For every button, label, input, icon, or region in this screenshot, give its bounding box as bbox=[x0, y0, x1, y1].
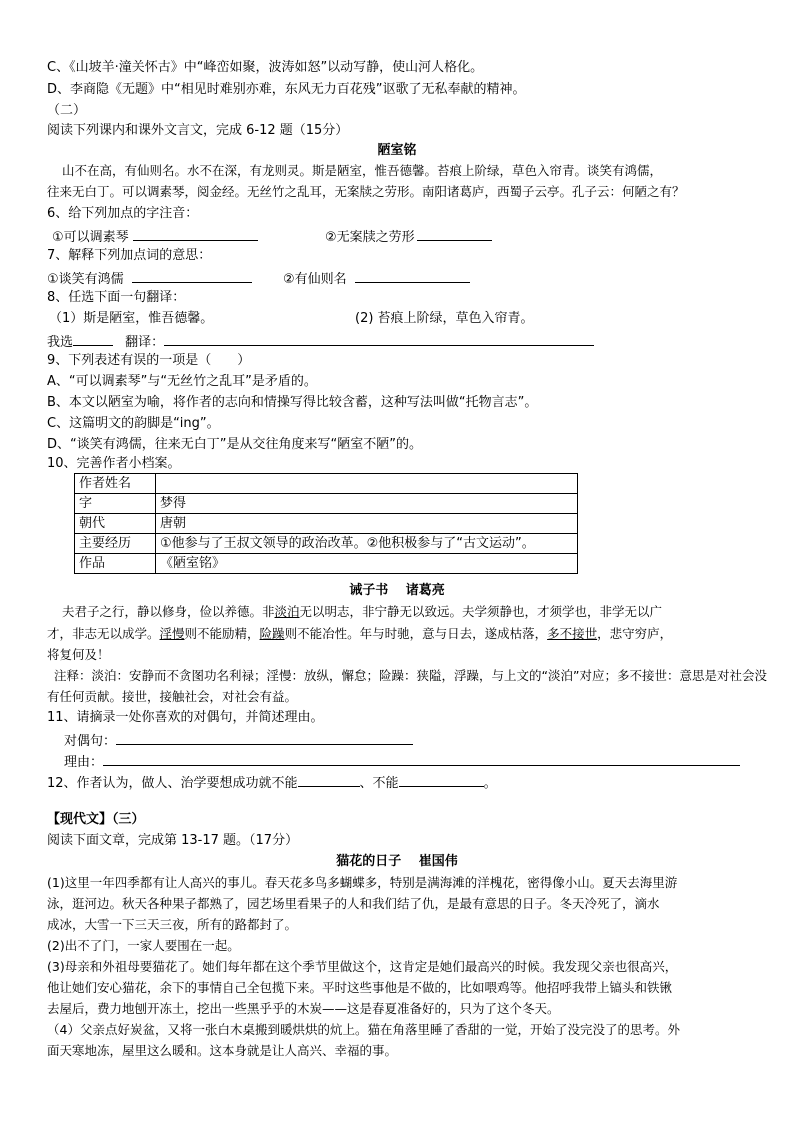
q6-item-2-text: ②无案牍之劳形 bbox=[325, 230, 415, 245]
table-row bbox=[75, 474, 578, 494]
passage-line: (3)母亲和外祖母要猫花了。她们每年都在这个季节里做这个，这肯定是她们最高兴的时候。我发现父亲也很高兴， bbox=[47, 959, 678, 974]
table-key: 字 bbox=[75, 494, 156, 514]
q11-reason-blank[interactable] bbox=[103, 752, 740, 766]
q9-option-d: D、“谈笑有鸿儒，往来无白丁”是从交往角度来写“陋室不陋”的。 bbox=[47, 437, 422, 452]
table-row bbox=[75, 534, 578, 554]
q8-option-1: （1）斯是陋室，惟吾德馨。 bbox=[49, 311, 214, 326]
q11-reason-label: 理由： bbox=[64, 755, 104, 770]
question-6: 6、给下列加点的字注音： bbox=[47, 206, 199, 221]
passage-line: （4）父亲点好炭盆，又将一张白木桌搬到暖烘烘的炕上。猫在角落里睡了香甜的一觉，开始了没完没了的思考。外 bbox=[47, 1022, 680, 1037]
question-8: 8、任选下面一句翻译： bbox=[47, 290, 186, 305]
table-key: 作品 bbox=[75, 554, 156, 574]
passage-text: 无以明志，非宁静无以致远。夫学须静也，才须学也，非学无以广 bbox=[299, 604, 663, 619]
q8-translate-blank[interactable] bbox=[164, 332, 594, 346]
table-row bbox=[75, 554, 578, 574]
q11-couplet-label: 对偶句： bbox=[64, 734, 117, 749]
passage-text: 夫君子之行，静以修身，俭以养德。非 bbox=[62, 604, 275, 619]
passage-line: 将复何及！ bbox=[47, 647, 110, 662]
passage-line: (2)出不了门，一家人要围在一起。 bbox=[47, 938, 240, 953]
passage-line: 去屋后，费力地刨开冻土，挖出一些黑乎乎的木炭——这是春夏准备好的，只为了这个冬天。 bbox=[47, 1001, 560, 1016]
q8-choice-blank[interactable] bbox=[73, 332, 113, 346]
table-key: 作者姓名 bbox=[75, 474, 156, 494]
q11-reason-line bbox=[64, 752, 740, 771]
q9-option-a: A、“可以调素琴”与“无丝竹之乱耳”是矛盾的。 bbox=[47, 374, 317, 389]
option-c: C、《山坡羊·潼关怀古》中“峰峦如聚，波涛如怒”以动写静，使山河人格化。 bbox=[47, 60, 484, 75]
q6-answer-blank-1[interactable] bbox=[133, 227, 258, 241]
passage-title-maohua: 猫花的日子 崔国伟 bbox=[336, 854, 458, 869]
table-value: 唐朝 bbox=[156, 514, 578, 534]
q6-item-1-text: ①可以调素琴 bbox=[52, 230, 129, 245]
question-11: 11、请摘录一处你喜欢的对偶句，并简述理由。 bbox=[47, 710, 324, 725]
passage-text: 则不能冶性。年与时驰，意与日去，遂成枯落， bbox=[284, 626, 548, 641]
passage-line: (1)这里一年四季都有让人高兴的事儿。春天花多鸟多蝴蝶多，特别是满海滩的洋槐花，密得像小山。夏天去海里游 bbox=[47, 875, 678, 890]
q7-item-1 bbox=[47, 269, 252, 288]
q6-item-1 bbox=[52, 227, 258, 246]
q12-text: 。 bbox=[483, 776, 497, 791]
q6-answer-blank-2[interactable] bbox=[417, 227, 492, 241]
q12-text: 12、作者认为，做人、治学要想成功就不能 bbox=[47, 776, 298, 791]
underlined-term: 淫慢 bbox=[159, 626, 185, 641]
passage-text: ，悲守穷庐， bbox=[597, 626, 673, 641]
author-profile-table bbox=[74, 473, 578, 574]
underlined-term: 淡泊 bbox=[274, 604, 300, 619]
section-two-heading: （二） bbox=[47, 103, 87, 118]
passage-line bbox=[47, 626, 672, 642]
question-9: 9、下列表述有误的一项是（ ） bbox=[47, 353, 251, 368]
table-row bbox=[75, 514, 578, 534]
table-value: 梦得 bbox=[156, 494, 578, 514]
q9-option-c: C、这篇明文的韵脚是“ing”。 bbox=[47, 416, 220, 431]
annotation-line: 有任何贡献。接世，接触社会，对社会有益。 bbox=[47, 689, 298, 704]
passage-text: 则不能励精， bbox=[184, 626, 260, 641]
passage-line: 面天寒地冻，屋里这么暖和。这本身就是让人高兴、幸福的事。 bbox=[47, 1043, 398, 1058]
question-10: 10、完善作者小档案。 bbox=[47, 456, 181, 471]
option-d: D、李商隐《无题》中“相见时难别亦难，东风无力百花残”讴歌了无私奉献的精神。 bbox=[47, 82, 526, 97]
q7-item-1-text: ①谈笑有鸿儒 bbox=[47, 272, 124, 287]
q11-couplet-blank[interactable] bbox=[116, 731, 413, 745]
table-value[interactable] bbox=[156, 474, 578, 494]
q7-answer-blank-2[interactable] bbox=[355, 269, 470, 283]
q8-answer-line bbox=[47, 332, 594, 351]
q7-item-2-text: ②有仙则名 bbox=[283, 272, 347, 287]
q8-option-2: (2) 苔痕上阶绿，草色入帘青。 bbox=[355, 311, 534, 326]
question-12 bbox=[47, 773, 497, 792]
passage-line bbox=[62, 604, 662, 620]
passage-title-jiezishu: 诫子书 诸葛亮 bbox=[349, 583, 445, 598]
table-key: 主要经历 bbox=[75, 534, 156, 554]
q9-option-b: B、本文以陋室为喻，将作者的志向和情操写得比较含蓄，这种写法叫做“托物言志”。 bbox=[47, 395, 538, 410]
q7-item-2 bbox=[283, 269, 470, 288]
q8-translate-label: 翻译： bbox=[125, 335, 165, 350]
underlined-term: 多不接世 bbox=[547, 626, 598, 641]
underlined-term: 险躁 bbox=[259, 626, 285, 641]
q6-item-2 bbox=[325, 227, 492, 246]
passage-line: 往来无白丁。可以调素琴，阅金经。无丝竹之乱耳，无案牍之劳形。南阳诸葛庐，西蜀子云亭。孔子云：何陋之有？ bbox=[47, 184, 685, 199]
q12-text: 、不能 bbox=[359, 776, 399, 791]
section-two-instruction: 阅读下列课内和课外文言文，完成 6-12 题（15分） bbox=[47, 123, 349, 138]
passage-line: 成冰，大雪一下三天三夜，所有的路都封了。 bbox=[47, 917, 298, 932]
q11-couplet-line bbox=[64, 731, 413, 750]
q8-choice-label: 我选 bbox=[47, 335, 74, 350]
q12-blank-2[interactable] bbox=[399, 773, 484, 787]
passage-title-loushiming: 陋室铭 bbox=[377, 143, 417, 158]
question-7: 7、解释下列加点词的意思： bbox=[47, 248, 212, 263]
passage-line: 山不在高，有仙则名。水不在深，有龙则灵。斯是陋室，惟吾德馨。苔痕上阶绿，草色入帘青。谈笑有鸿儒， bbox=[62, 163, 663, 178]
section-three-heading: 【现代文】（三） bbox=[47, 812, 145, 827]
passage-line: 泳，逛河边。秋天各种果子都熟了，园艺场里看果子的人和我们结了仇，是最有意思的日子。冬天冷死了，滴水 bbox=[47, 896, 660, 911]
annotation-line: 注释：淡泊：安静而不贪图功名利禄；淫慢：放纵，懈怠；险躁：狭隘，浮躁，与上文的“淡泊”对应；多不接世：意思是对社会没 bbox=[54, 668, 767, 683]
q12-blank-1[interactable] bbox=[298, 773, 360, 787]
passage-line: 他让她们安心猫花，余下的事情自己全包揽下来。平时这些事他是不做的，比如喂鸡等。他招呼我带上镐头和铁锹 bbox=[47, 980, 673, 995]
q7-answer-blank-1[interactable] bbox=[132, 269, 252, 283]
section-three-instruction: 阅读下面文章，完成第 13-17 题。（17分） bbox=[47, 833, 299, 848]
table-row bbox=[75, 494, 578, 514]
table-value: ①他参与了王叔文领导的政治改革。②他积极参与了“古文运动”。 bbox=[156, 534, 578, 554]
table-key: 朝代 bbox=[75, 514, 156, 534]
table-value: 《陋室铭》 bbox=[156, 554, 578, 574]
passage-text: 才，非志无以成学。 bbox=[47, 626, 160, 641]
